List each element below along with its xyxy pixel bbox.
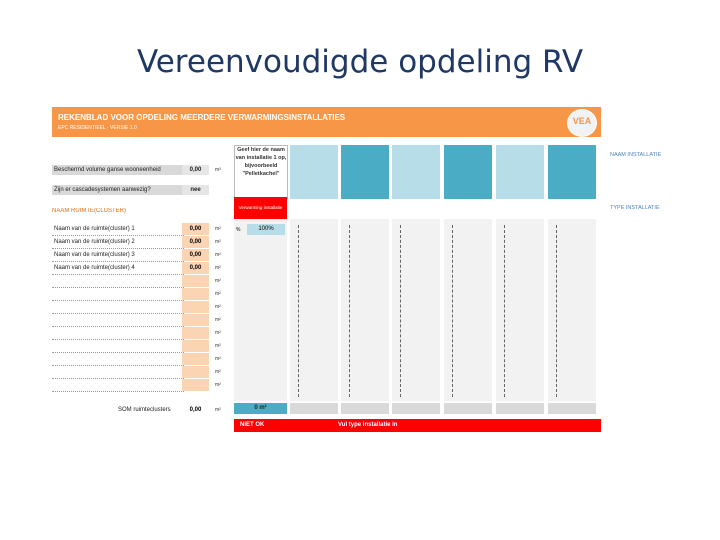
room-empty-row[interactable]	[52, 301, 184, 314]
total-cell	[290, 403, 338, 414]
room-unit: m²	[215, 382, 221, 388]
percent-value[interactable]: 100%	[247, 224, 285, 235]
room-name[interactable]: Naam van de ruimte(cluster) 1	[52, 223, 184, 236]
volume-value[interactable]: 0,00	[182, 165, 209, 175]
room-empty-value[interactable]	[182, 379, 209, 391]
sum-unit: m²	[215, 407, 221, 413]
column-divider	[349, 225, 350, 397]
total-cell	[548, 403, 596, 414]
installation-3-name[interactable]	[341, 145, 389, 199]
room-unit: m²	[215, 343, 221, 349]
room-empty-value[interactable]	[182, 353, 209, 365]
total-cell	[341, 403, 389, 414]
room-empty-value[interactable]	[182, 288, 209, 300]
room-value[interactable]: 0,00	[182, 249, 209, 261]
installation-4-name[interactable]	[392, 145, 440, 199]
sheet-header-title: REKENBLAD VOOR OPDELING MEERDERE VERWARMINGSINSTALLATIES	[58, 113, 346, 122]
room-name[interactable]: Naam van de ruimte(cluster) 4	[52, 262, 184, 275]
room-unit: m²	[215, 278, 221, 284]
room-unit: m²	[215, 356, 221, 362]
cascade-select[interactable]: nee	[182, 185, 209, 195]
status-right: Vul type installatie in	[338, 422, 398, 428]
room-name[interactable]: Naam van de ruimte(cluster) 2	[52, 236, 184, 249]
column-divider	[400, 225, 401, 397]
vea-logo	[567, 109, 597, 137]
room-empty-value[interactable]	[182, 275, 209, 287]
room-unit: m²	[215, 291, 221, 297]
room-unit: m²	[215, 317, 221, 323]
installation-5-name[interactable]	[444, 145, 492, 199]
status-left: NIET OK	[240, 422, 265, 428]
installation-7-name[interactable]	[548, 145, 596, 199]
total-cell	[496, 403, 544, 414]
slide-title: Vereenvoudigde opdeling RV	[136, 44, 584, 80]
installation-instruction: Geef hier de naam van installatie 1 op, bijvoorbeeld "Pelletkachel"	[234, 145, 288, 199]
room-empty-value[interactable]	[182, 314, 209, 326]
room-empty-row[interactable]	[52, 353, 184, 366]
room-empty-row[interactable]	[52, 314, 184, 327]
installation-1-column	[234, 219, 287, 401]
volume-label: Beschermd volume ganse wooneenheid	[52, 165, 182, 175]
room-unit: m²	[215, 330, 221, 336]
room-value[interactable]: 0,00	[182, 236, 209, 248]
room-empty-value[interactable]	[182, 340, 209, 352]
total-area: 0 m²	[234, 403, 287, 414]
room-name[interactable]: Naam van de ruimte(cluster) 3	[52, 249, 184, 262]
room-empty-value[interactable]	[182, 327, 209, 339]
room-value[interactable]: 0,00	[182, 262, 209, 274]
cascade-label: Zijn er cascadesystemen aanwezig?	[52, 185, 182, 195]
room-empty-row[interactable]	[52, 366, 184, 379]
room-unit: m²	[215, 265, 221, 271]
room-unit: m²	[215, 252, 221, 258]
total-cell	[444, 403, 492, 414]
sheet-header	[52, 107, 601, 137]
room-unit: m²	[215, 304, 221, 310]
room-unit: m²	[215, 239, 221, 245]
room-empty-value[interactable]	[182, 301, 209, 313]
column-divider	[452, 225, 453, 397]
column-divider	[298, 225, 299, 397]
installation-type-warning[interactable]: Verwarming installatie	[234, 197, 287, 219]
room-empty-value[interactable]	[182, 366, 209, 378]
side-label-type: TYPE INSTALLATIE	[610, 205, 660, 211]
column-divider	[504, 225, 505, 397]
volume-unit: m³	[215, 167, 221, 173]
room-empty-row[interactable]	[52, 327, 184, 340]
rooms-header: NAAM RUIMTE(CLUSTER)	[52, 208, 127, 214]
status-bar	[234, 419, 601, 432]
room-empty-row[interactable]	[52, 340, 184, 353]
room-empty-row[interactable]	[52, 379, 184, 392]
sum-label: SOM ruimteclusters	[118, 407, 171, 413]
room-empty-row[interactable]	[52, 275, 184, 288]
sheet-header-subtitle: EPC RESIDENTIEEL - VERSIE 1.0	[58, 125, 137, 131]
installation-2-name[interactable]	[290, 145, 338, 199]
room-value[interactable]: 0,00	[182, 223, 209, 235]
room-unit: m²	[215, 226, 221, 232]
column-divider	[556, 225, 557, 397]
total-cell	[392, 403, 440, 414]
side-label-name: NAAM INSTALLATIE	[610, 152, 662, 158]
room-empty-row[interactable]	[52, 288, 184, 301]
percent-symbol: %	[236, 227, 241, 233]
logo-text: VEA	[572, 116, 592, 126]
spreadsheet	[52, 107, 601, 433]
room-unit: m²	[215, 369, 221, 375]
installation-6-name[interactable]	[496, 145, 544, 199]
sum-value: 0,00	[189, 407, 202, 413]
